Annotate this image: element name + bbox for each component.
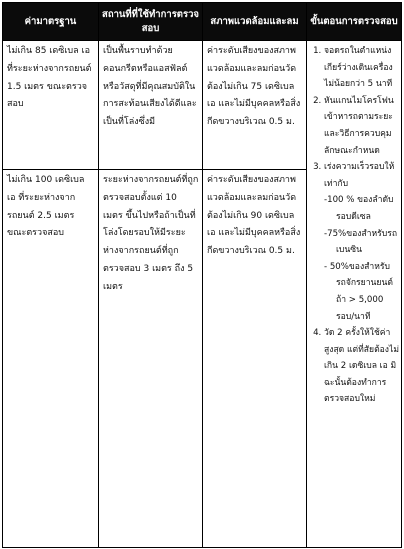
standard-cell: ไม่เกิน 100 เดซิเบล เอ ที่ระยะห่างจากรถยนต์ 2.5 เมตร ขณะตรวจสอบ	[3, 170, 99, 548]
step-item: 2. หันแกนไมโครโฟนเข้าหารถตามระยะและวิธีการควบคุมลักษณะกำหนด	[324, 93, 399, 159]
step-item: 1. จอดรถในตำแหน่งเกียร์ว่างเดินเครื่องไม่น้อยกว่า 5 นาที	[324, 43, 399, 93]
location-cell: ระยะห่างจากรถยนต์ที่ถูกตรวจสอบตั้งแต่ 10 เมตร ขึ้นไปหรือถ้าเป็นที่โล่งโดยรอบให้มีระยะห่างจากรถยนต์ที่ถูกตรวจสอบ 3 เมตร ถึง 5 เมตร	[99, 170, 203, 548]
step-text: เร่งความเร็วรอบให้เท่ากับ	[324, 162, 395, 189]
steps-cell	[307, 41, 402, 548]
step-sub-item: -100 % ของลำดับรอบดีเซล	[324, 195, 394, 222]
step-sub-item: -75%ของสำหรับรถเบนซิน	[324, 228, 398, 256]
header-steps: ขั้นตอนการตรวจสอบ	[307, 3, 402, 41]
environment-cell: ค่าระดับเสียงของสภาพแวดล้อมและลมก่อนวัดต้องไม่เกิน 90 เดซิเบล เอ และไม่มีบุคคลหรือสิ่งกีดขวางบริเวณ 0.5 ม.	[203, 170, 307, 548]
table-header-row	[3, 3, 402, 41]
standard-cell: ไม่เกิน 85 เดซิเบล เอ ที่ระยะห่างจากรถยนต์ 1.5 เมตร ขณะตรวจสอบ	[3, 41, 99, 170]
step-sub-item: - 50%ของสำหรับรถจักรยานยนต์ถ้า > 5,000 รอบ/นาที	[324, 261, 393, 322]
steps-list	[310, 43, 399, 408]
header-environment: สภาพแวดล้อมและลม	[203, 3, 307, 41]
step-item	[324, 159, 399, 325]
header-location: สถานที่ที่ใช้ทำการตรวจสอบ	[99, 3, 203, 41]
header-standard: ค่ามาตรฐาน	[3, 3, 99, 41]
location-cell: เป็นพื้นราบทำด้วยคอนกรีตหรือแอสฟัลต์หรือวัสดุที่มีคุณสมบัติในการสะท้อนเสียงได้ดีและเป็นที่โล่งซึ่งมี	[99, 41, 203, 170]
environment-cell: ค่าระดับเสียงของสภาพแวดล้อมและลมก่อนวัดต้องไม่เกิน 75 เดซิเบล เอ และไม่มีบุคคลหรือสิ่งกีดขวางบริเวณ 0.5 ม.	[203, 41, 307, 170]
standards-table	[2, 2, 402, 548]
step-item: 4. วัด 2 ครั้งให้ใช้ค่าสูงสุด แต่ที่สัยต้องไม่เกิน 2 เดซิเบล เอ มิฉะนั้นต้องทำการตรวจสอบใหม่	[324, 325, 399, 408]
table-row	[3, 41, 402, 170]
